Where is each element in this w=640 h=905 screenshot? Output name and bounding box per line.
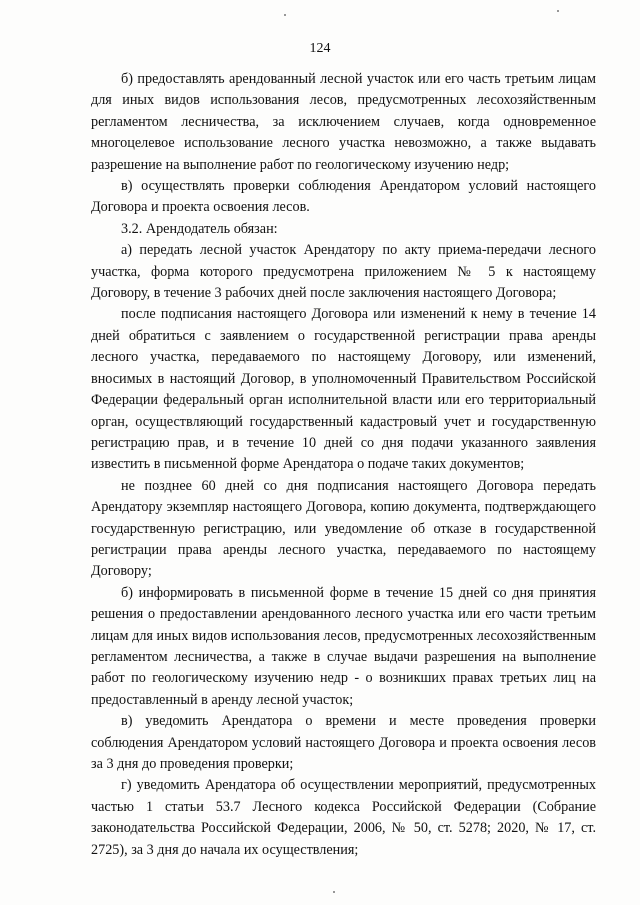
scan-speck xyxy=(333,891,335,893)
scan-speck xyxy=(557,10,559,12)
paragraph-state-registration: после подписания настоящего Договора или изменений к нему в течение 14 дней обратиться с заявлением о государственной регистрации права аренды лесного участка, передаваемого по настоящему Договору, или изменений, вносимых в настоящий Договор, в уполномоченный Правительством Российской Федерации федеральный орган исполнительной власти или его территориальный орган, осуществляющий государственный кадастровый учет и государственную регистрацию прав, и в течение 10 дней со дня подачи указанного заявления известить в письменной форме Арендатора о подаче таких документов; xyxy=(91,306,596,473)
section-heading-lessor-obligations: 3.2. Арендодатель обязан: xyxy=(121,220,278,237)
scan-speck xyxy=(284,14,286,16)
paragraph-transfer-to-third-parties: б) предоставлять арендованный лесной участок или его часть третьим лицам для иных видов использования лесов, предусмотренных лесохозяйственным регламентом лесничества, за исключением случаев, когда одновременное многоцелевое использование лесного участка невозможно, а также выдавать разрешение на выполнение работ по геологическому изучению недр; xyxy=(91,71,596,173)
paragraph-notify-inspection: в) уведомить Арендатора о времени и месте проведения проверки соблюдения Арендатором условий настоящего Договора и проекта освоения лесов за 3 дня до проведения проверки; xyxy=(91,713,596,772)
paragraph-inspections: в) осуществлять проверки соблюдения Арендатором условий настоящего Договора и проекта освоения лесов. xyxy=(91,178,596,216)
paragraph-deliver-copy: не позднее 60 дней со дня подписания настоящего Договора передать Арендатору экземпляр настоящего Договора, копию документа, подтверждающего государственную регистрацию, или уведомление об отказе в государственной регистрации права аренды лесного участка, передаваемого по настоящему Договору; xyxy=(91,477,596,580)
paragraph-notify-measures: г) уведомить Арендатора об осуществлении мероприятий, предусмотренных частью 1 статьи 53.7 Лесного кодекса Российской Федерации (Собрание законодательства Российской Федерации, 2006, № 50, ст. 5278; 2020, № 17, ст. 2725), за 3 дня до начала их осуществления; xyxy=(91,777,596,858)
document-body xyxy=(91,69,596,861)
page-number: 124 xyxy=(309,41,331,56)
paragraph-handover-act: а) передать лесной участок Арендатору по акту приема-передачи лесного участка, форма которого предусмотрена приложением № 5 к настоящему Договору, в течение 3 рабочих дней после заключения настоящего Договора; xyxy=(91,242,596,302)
paragraph-inform-in-writing: б) информировать в письменной форме в течение 15 дней со дня принятия решения о предоставлении арендованного лесного участка или его части третьим лицам для иных видов использования лесов, предусмотренных лесохозяйственным регламентом лесничества, а также в случае выдачи разрешения на выполнение работ по геологическому изучению недр - о возникших правах третьих лиц на предоставленный в аренду лесной участок; xyxy=(91,584,596,708)
